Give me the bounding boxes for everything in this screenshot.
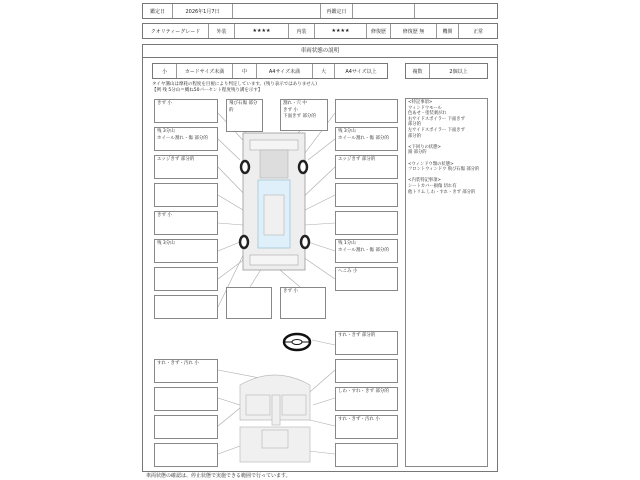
count-desc: 2個以上 [449, 68, 468, 75]
damage-box-front-left-tire: 残 3分山 ホイール割れ・傷 部分的 [154, 127, 218, 151]
count-table [405, 63, 488, 79]
legend-medium: 中 [233, 64, 257, 78]
footer-note: 車両状態の確認は、停止状態で実施できる範囲で行っています。 [146, 473, 291, 479]
note-line: タイヤ溝山は摩耗の程度を目視により判定しています。(残り表示ではありません) [152, 82, 318, 87]
damage-box-interior-door [154, 415, 218, 439]
date-value: 2026年1月7日 [173, 4, 233, 18]
damage-box-rear-right: へこみ 小 [335, 267, 398, 291]
damage-box-left-fender: エッジきず 部分的 [154, 155, 218, 179]
blank-cell [233, 4, 321, 18]
damage-box-front-right [335, 99, 398, 123]
damage-box-left-extra [154, 295, 218, 319]
quality-label: クオリティーグレード [143, 24, 209, 38]
legend-small: 小 [153, 64, 177, 78]
damage-box-interior-trim: しわ・すれ・きず 部分的 [335, 387, 398, 411]
damage-box-rear-left [154, 267, 218, 291]
damage-box-rear-bumper: きず 小 [280, 287, 326, 319]
legend-large: 大 [313, 64, 335, 78]
section-title: 車両状態の説明 [142, 44, 498, 58]
repair-value: 修復歴 無 [391, 24, 437, 38]
damage-box-front-left: きず 小 [154, 99, 218, 123]
reinspect-label: 再鑑定日 [321, 4, 353, 18]
interior-label: 内装 [289, 24, 315, 38]
damage-box-right-door-front [335, 183, 398, 207]
repair-label: 修復歴 [367, 24, 391, 38]
car-interior-view [240, 375, 310, 462]
reinspect-value [353, 4, 415, 18]
damage-box-windshield: 飛び石傷 部分的 [226, 99, 263, 132]
damage-box-interior-rear [154, 443, 218, 467]
damage-box-steering: すれ・きず 部分的 [335, 331, 398, 355]
count-label: 複数 [406, 64, 430, 78]
damage-box-front-bumper: 割れ・穴 中 きず 小 下面きず 部分的 [280, 99, 328, 131]
car-top-view [240, 133, 309, 270]
damage-box-front-right-tire: 残 3分山 ホイール割れ・傷 部分的 [335, 127, 398, 151]
legend-large-desc: A4サイズ以上 [345, 68, 377, 75]
damage-box-left-door-front [154, 183, 218, 207]
grade-row [142, 23, 498, 39]
steering-wheel-icon [284, 334, 310, 350]
interior-rating: ★★★★ [315, 24, 367, 38]
damage-box-interior-seat-right [335, 359, 398, 383]
damage-box-right-door-rear [335, 211, 398, 235]
damage-box-right-fender: エッジきず 部分的 [335, 155, 398, 179]
exterior-rating: ★★★★ [235, 24, 289, 38]
engine-label: 機関 [437, 24, 459, 38]
legend-small-desc: カードサイズ未満 [177, 64, 233, 78]
damage-box-interior-floor [335, 443, 398, 467]
damage-box-left-door-rear: きず 小 [154, 211, 218, 235]
damage-box-rear-left-tire: 残 3分山 [154, 239, 218, 263]
note-line: 【例 残 5分山＝概ね50パーセント程度残り溝を示す】 [152, 88, 263, 93]
damage-box-interior-ceiling: すれ・きず・汚れ 小 [154, 359, 218, 383]
damage-box-rear-window [226, 287, 272, 319]
legend-table [152, 63, 388, 79]
engine-value: 正常 [472, 28, 483, 35]
damage-box-rear-right-tire: 残 1分山 ホイール割れ・傷 部分的 [335, 239, 398, 263]
remarks-box: <特記事項> ウィンドウモール 色あせ・塗装剥がれ 右サイドスポイラー 下面きず 部分的 左サイドスポイラー 下面きず 部分的 <下回りの状態> 錆 部分的 <ウィンドウ類の状態> フロントウィンドウ 飛び石傷 部分的 <内装特記事項> シートカバー損傷 切れ有 他トリム しわ・すれ・きず 部分的 [405, 98, 488, 467]
exterior-label: 外装 [209, 24, 235, 38]
date-label: 鑑定日 [143, 4, 173, 18]
header-row [142, 3, 498, 19]
legend-medium-desc: A4サイズ未満 [257, 64, 313, 78]
damage-box-interior-seat [154, 387, 218, 411]
blank-cell [415, 4, 497, 18]
damage-box-interior-console: すれ・きず・汚れ 小 [335, 415, 398, 439]
